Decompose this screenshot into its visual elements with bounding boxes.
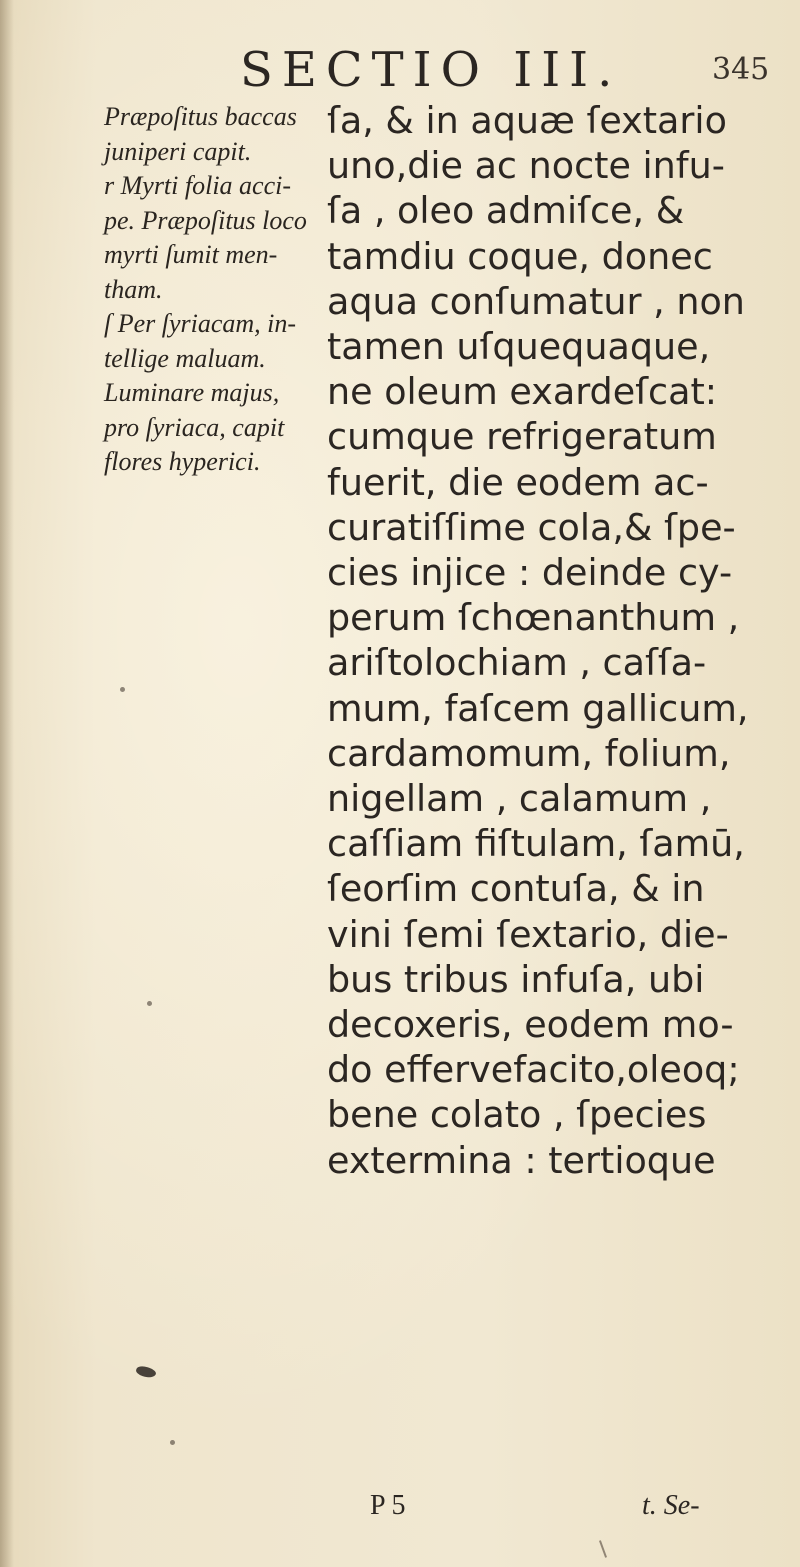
text-line: cumque refrigeratum: [327, 415, 717, 459]
text-line: perum ſchœnanthum ,: [327, 596, 740, 640]
margin-note-line: juniperi capit.: [104, 136, 252, 166]
margin-note-line: myrti ſumit men-: [104, 240, 278, 269]
margin-note-line: Luminare majus,: [104, 378, 280, 407]
margin-note-line: tellige maluam.: [104, 343, 266, 373]
gutter-shadow: [0, 0, 14, 1567]
text-line: ſa, & in aquæ ſextario: [327, 99, 727, 142]
page-number: 345: [712, 52, 770, 87]
stray-mark: [599, 1540, 607, 1558]
margin-note-line: pro ſyriaca, capit: [104, 412, 285, 442]
text-line: fuerit, die eodem ac-: [327, 460, 709, 504]
stray-dot: [147, 1001, 152, 1006]
signature-mark: P 5: [370, 1490, 406, 1521]
ink-blot: [135, 1364, 157, 1380]
margin-note-line: Præpoſitus baccas: [104, 102, 297, 131]
text-line: tamen uſquequaque,: [327, 325, 711, 369]
text-line: ne oleum exardeſcat:: [327, 370, 718, 414]
text-line: uno,die ac nocte infu-: [327, 144, 725, 188]
margin-note-line: tham.: [104, 274, 163, 304]
margin-note-line: pe. Præpoſitus loco: [104, 205, 307, 235]
text-line: aqua conſumatur , non: [327, 279, 745, 323]
text-line: ſeorſim contuſa, & in: [327, 867, 705, 911]
text-line: extermina : tertioque: [327, 1138, 716, 1182]
page-header: [0, 42, 800, 102]
text-line: tamdiu coque, donec: [327, 234, 713, 278]
main-text-column: [327, 98, 787, 1183]
text-line: nigellam , calamum ,: [327, 777, 712, 821]
text-line: mum, faſcem gallicum,: [327, 686, 749, 730]
text-line: do effervefacito,oleoq;: [327, 1048, 740, 1092]
margin-notes: [104, 100, 324, 480]
text-line: bene colato , ſpecies: [327, 1093, 707, 1137]
text-line: caſſiam fiſtulam, ſamū,: [327, 822, 745, 866]
running-head: SECTIO III.: [240, 42, 622, 98]
margin-note-line: ſ Per ſyriacam, in-: [104, 309, 297, 338]
text-line: ariſtolochiam , caſſa-: [327, 641, 707, 685]
text-line: curatiſſime cola,& ſpe-: [327, 505, 736, 549]
stray-dot: [120, 687, 125, 692]
text-line: cies injice : deinde cy-: [327, 551, 733, 595]
text-line: vini ſemi ſextario, die-: [327, 912, 729, 956]
text-line: cardamomum, folium,: [327, 731, 731, 775]
text-line: bus tribus infuſa, ubi: [327, 957, 705, 1001]
text-line: decoxeris, eodem mo-: [327, 1003, 734, 1047]
catchword: t. Se-: [642, 1490, 700, 1521]
margin-note-line: flores hyperici.: [104, 447, 261, 476]
text-line: ſa , oleo admiſce, &: [327, 189, 685, 233]
stray-dot: [170, 1440, 175, 1445]
margin-note-line: r Myrti folia acci-: [104, 171, 292, 200]
footer-catchline: [370, 1490, 790, 1530]
